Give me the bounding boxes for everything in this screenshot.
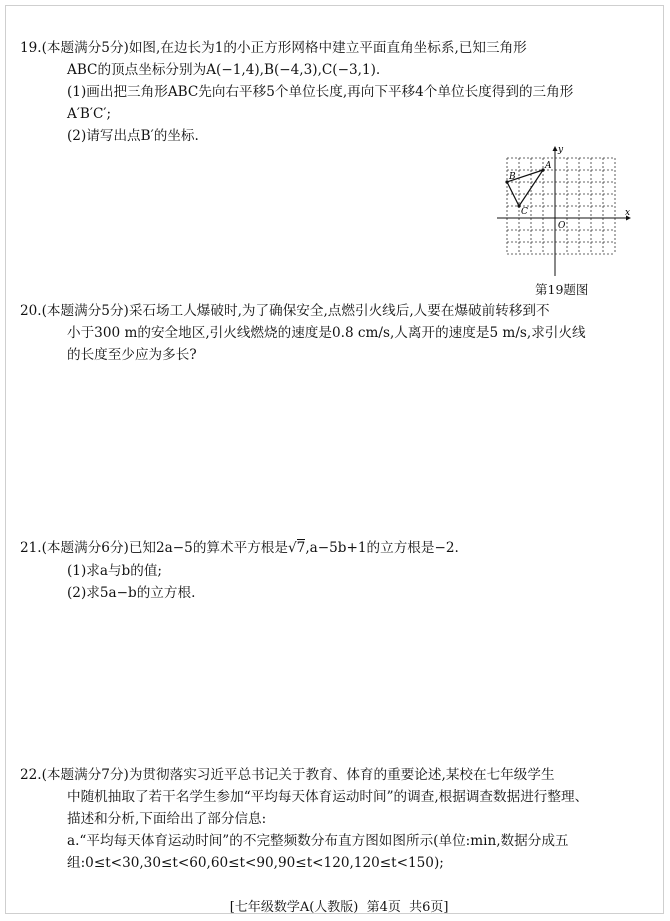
y-axis-arrow	[553, 146, 558, 151]
sqrt-sign: √	[287, 540, 297, 556]
point-b-label: B	[509, 172, 516, 182]
q20-line-2: 小于300 m的安全地区,引火线燃烧的速度是0.8 cm/s,人离开的速度是5 m/s,求引火线	[67, 325, 586, 341]
q22-line-5: 组:0≤t<30,30≤t<60,60≤t<90,90≤t<120,120≤t<150);	[67, 855, 444, 871]
q22-line-1: 22.(本题满分7分)为贯彻落实习近平总书记关于教育、体育的重要论述,某校在七年级学生	[20, 767, 555, 783]
q19-line-4: A′B′C′;	[67, 106, 112, 122]
q19-coordinate-figure	[495, 144, 635, 279]
origin-label: O	[558, 221, 566, 231]
grid-lines	[507, 158, 615, 254]
q20-line-1: 20.(本题满分5分)采石场工人爆破时,为了确保安全,点燃引火线后,人要在爆破前转移到不	[20, 303, 550, 319]
point-c-label: C	[521, 207, 528, 217]
q21-line-3: (2)求5a−b的立方根.	[67, 585, 196, 601]
q21-line-1	[20, 538, 459, 558]
q21-line-2: (1)求a与b的值;	[67, 563, 163, 579]
axis-x-label: x	[625, 208, 631, 218]
sqrt-radicand: 7	[296, 540, 306, 556]
axis-y-label: y	[558, 145, 564, 155]
q22-line-2: 中随机抽取了若干名学生参加“平均每天体育运动时间”的调查,根据调查数据进行整理、	[67, 789, 589, 805]
point-a-label: A	[545, 161, 552, 171]
q22-line-4: a.“平均每天体育运动时间”的不完整频数分布直方图如图所示(单位:min,数据分成五	[67, 833, 569, 849]
q19-line-2: ABC的顶点坐标分别为A(−1,4),B(−4,3),C(−3,1).	[67, 62, 381, 78]
page-footer-text: [七年级数学A(人教版) 第4页 共6页]	[229, 900, 449, 915]
q21-text-before-root: 21.(本题满分6分)已知2a−5的算术平方根是	[20, 540, 288, 556]
q20-line-3: 的长度至少应为多长?	[67, 347, 197, 363]
q19-figure-caption: 第19题图	[535, 282, 589, 297]
q19-line-3: (1)画出把三角形ABC先向右平移5个单位长度,再向下平移4个单位长度得到的三角形	[67, 84, 574, 100]
q19-line-1: 19.(本题满分5分)如图,在边长为1的小正方形网格中建立平面直角坐标系,已知三角形	[20, 40, 527, 56]
axes	[497, 148, 629, 276]
page-footer	[0, 881, 670, 915]
q21-text-after-root: ,a−5b+1的立方根是−2.	[305, 540, 459, 556]
q19-line-5: (2)请写出点B′的坐标.	[67, 128, 199, 144]
q22-line-3: 描述和分析,下面给出了部分信息:	[67, 811, 267, 827]
